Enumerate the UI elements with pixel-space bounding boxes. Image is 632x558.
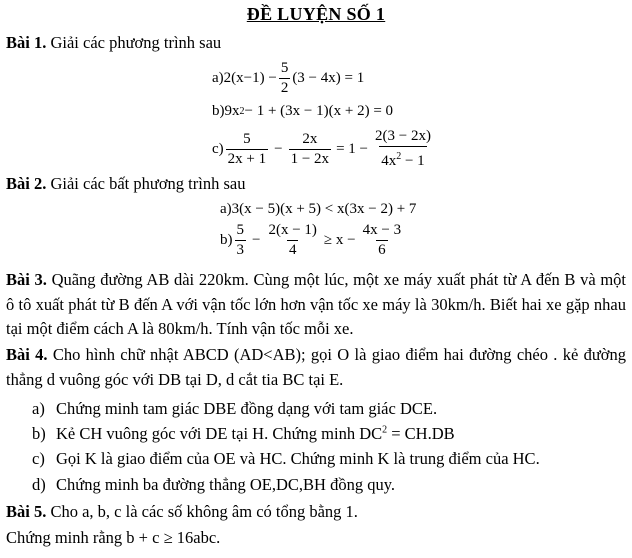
bai1-eq-c-frac2-den: 1 − 2x	[290, 150, 330, 167]
bai4-item-a-label: a)	[32, 399, 45, 418]
bai2-ineq-b-op1: −	[252, 232, 261, 248]
bai1-eq-c-frac3-den-base: 4x	[381, 153, 397, 169]
bai1-eq-c-frac3-den	[379, 146, 426, 170]
bai1-label: Bài 1.	[6, 33, 47, 52]
bai4-paragraph	[6, 343, 626, 392]
bai1-heading	[6, 33, 221, 53]
bai1-eq-a-fraction	[279, 60, 291, 97]
bai1-text: Giải các phương trình sau	[50, 33, 222, 52]
bai4-item-b	[32, 424, 455, 444]
bai3-paragraph	[6, 268, 626, 342]
bai1-eq-c-frac1-den: 2x + 1	[227, 150, 267, 167]
page-title: ĐỀ LUYỆN SỐ 1	[246, 4, 386, 24]
bai2-ineq-b-frac3-num: 4x − 3	[362, 222, 402, 238]
bai3-label: Bài 3.	[6, 270, 47, 289]
bai1-eq-c-frac1	[226, 131, 268, 168]
bai5-heading	[6, 502, 358, 522]
bai4-item-b-sup: 2	[382, 424, 388, 436]
bai2-ineq-a: a)3(x − 5)(x + 5) < x(3x − 2) + 7	[220, 201, 417, 217]
bai1-eq-a	[212, 60, 364, 97]
bai4-item-a	[32, 399, 437, 419]
bai4-item-d-label: d)	[32, 475, 46, 494]
bai4-item-c-label: c)	[32, 449, 45, 468]
bai1-eq-c-frac2-num: 2x	[302, 130, 318, 147]
bai2-label: Bài 2.	[6, 174, 47, 193]
bai1-eq-b-sup: 2	[239, 106, 245, 117]
bai4-text: Cho hình chữ nhật ABCD (AD<AB); gọi O là giao điểm hai đường chéo . kẻ đường thẳng d vuông góc với DB tại D, d cắt tia BC tại E.	[6, 345, 626, 389]
bai1-eq-b	[212, 103, 393, 120]
bai1-eq-c-frac3-den-sup: 2	[396, 151, 402, 162]
bai2-ineq-b-frac1-num: 5	[236, 222, 244, 238]
bai4-item-d	[32, 475, 395, 495]
bai1-eq-c-op1: −	[274, 140, 283, 157]
bai1-eq-b-prefix: b)9x	[212, 103, 240, 119]
bai2-ineq-b-frac2	[266, 222, 318, 259]
bai2-ineq-b-frac3-den: 6	[378, 242, 386, 258]
bai1-eq-a-prefix: a)2(x−1) −	[212, 70, 277, 86]
bai4-item-c	[32, 449, 540, 469]
bai1-eq-c	[212, 128, 435, 170]
bai1-eq-b-suffix: − 1 + (3x − 1)(x + 2) = 0	[244, 103, 394, 119]
bai2-ineq-b-frac3	[361, 222, 403, 259]
bai2-ineq-b-prefix: b)	[220, 232, 233, 248]
bai1-eq-c-op2: = 1 −	[336, 140, 368, 157]
bai4-label: Bài 4.	[6, 345, 48, 364]
bai4-item-b-label: b)	[32, 424, 46, 443]
bai1-eq-c-prefix: c)	[212, 140, 224, 157]
bai2-ineq-b-frac2-num: 2(x − 1)	[268, 222, 317, 238]
bai5-label: Bài 5.	[6, 502, 47, 521]
bai4-item-d-text: Chứng minh ba đường thẳng OE,DC,BH đồng quy.	[56, 475, 396, 494]
bai4-item-c-text: Gọi K là giao điểm của OE và HC. Chứng minh K là trung điểm của HC.	[56, 449, 540, 468]
bai1-eq-c-frac3-den-rest: − 1	[401, 153, 425, 169]
bai2-ineq-b-frac1	[235, 222, 247, 259]
bai4-item-b-text-post: = CH.DB	[387, 424, 455, 443]
bai2-ineq-b	[220, 222, 405, 259]
bai2-text: Giải các bất phương trình sau	[50, 174, 246, 193]
bai2-heading	[6, 174, 245, 194]
bai1-eq-c-frac2	[289, 131, 331, 168]
bai2-ineq-b-frac1-den: 3	[236, 242, 244, 258]
bai1-eq-c-frac3	[373, 128, 433, 170]
bai1-eq-a-den: 2	[280, 80, 289, 96]
bai2-ineq-b-op2: ≥ x −	[323, 232, 356, 248]
bai4-item-b-text: Kẻ CH vuông góc với DE tại H. Chứng minh DC	[56, 424, 383, 443]
bai1-eq-a-num: 5	[280, 60, 289, 76]
bai3-text: Quãng đường AB dài 220km. Cùng một lúc, một xe máy xuất phát từ A đến B và một ô tô xuất phát từ B đến A với vận tốc lớn hơn vận tốc xe máy là 30km/h. Biết hai xe gặp nhau tại một điểm cách A là 80km/h. Tính vận tốc mỗi xe.	[6, 270, 626, 338]
bai1-eq-c-frac1-num: 5	[243, 130, 251, 147]
bai5-line2: Chứng minh rằng b + c ≥ 16abc.	[6, 528, 221, 547]
bai5-text: Cho a, b, c là các số không âm có tổng bằng 1.	[50, 502, 358, 521]
bai1-eq-c-frac3-num: 2(3 − 2x)	[374, 128, 431, 144]
bai4-item-a-text: Chứng minh tam giác DBE đồng dạng với tam giác DCE.	[56, 399, 438, 418]
bai1-eq-a-suffix: (3 − 4x) = 1	[292, 70, 365, 86]
bai2-ineq-b-frac2-den: 4	[288, 242, 297, 258]
